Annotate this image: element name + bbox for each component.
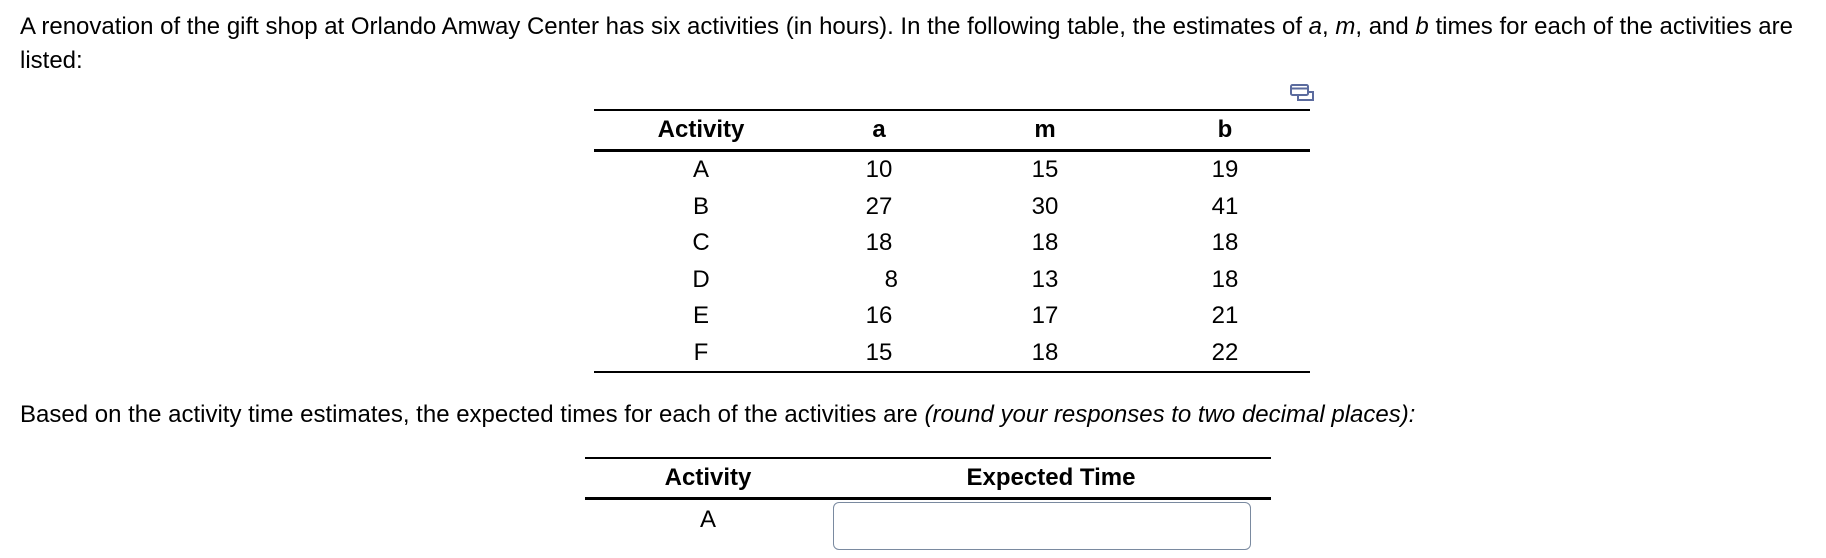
- a-cell: 27: [808, 189, 950, 226]
- m-cell: 30: [950, 189, 1140, 226]
- header-m: m: [950, 110, 1140, 151]
- a-cell: 18: [808, 225, 950, 262]
- copy-table-icon[interactable]: [1289, 82, 1315, 106]
- table-row: [594, 225, 1310, 262]
- var-a: a: [1309, 13, 1322, 40]
- activity-cell: F: [594, 335, 808, 373]
- a-cell: 15: [808, 335, 950, 373]
- m-cell: 13: [950, 262, 1140, 299]
- a-cell: 16: [808, 298, 950, 335]
- estimates-header-row: [594, 110, 1310, 151]
- rounding-instruction: (round your responses to two decimal places):: [924, 401, 1415, 428]
- header-a: a: [808, 110, 950, 151]
- sep-2: , and: [1355, 13, 1415, 40]
- b-cell: 18: [1140, 225, 1310, 262]
- m-cell: 17: [950, 298, 1140, 335]
- activity-label: A: [585, 500, 831, 534]
- table-row: [594, 335, 1310, 373]
- activity-cell: D: [594, 262, 808, 299]
- b-cell: 41: [1140, 189, 1310, 226]
- a-cell: 10: [808, 151, 950, 189]
- b-cell: 21: [1140, 298, 1310, 335]
- b-cell: 18: [1140, 262, 1310, 299]
- problem-text-2: times for each of the activities are listed:: [20, 13, 1793, 74]
- question-text: Based on the activity time estimates, the expected times for each of the activities are: [20, 401, 924, 428]
- var-b: b: [1415, 13, 1428, 40]
- problem-statement: [20, 10, 1810, 78]
- sep-1: ,: [1322, 13, 1335, 40]
- var-m: m: [1335, 13, 1355, 40]
- activity-cell: C: [594, 225, 808, 262]
- activity-cell: A: [594, 151, 808, 189]
- activity-cell: [585, 499, 831, 558]
- question-statement: [20, 398, 1415, 432]
- b-cell: 22: [1140, 335, 1310, 373]
- header-activity: Activity: [594, 110, 808, 151]
- activity-cell: B: [594, 189, 808, 226]
- problem-text-1: A renovation of the gift shop at Orlando Amway Center has six activities (in hours). In the following table, the estimates of: [20, 13, 1309, 40]
- expected-time-input-a[interactable]: [833, 502, 1251, 550]
- activity-cell: E: [594, 298, 808, 335]
- m-cell: 18: [950, 335, 1140, 373]
- answer-cell: [831, 499, 1271, 558]
- a-cell: 8: [808, 262, 950, 299]
- b-cell: 19: [1140, 151, 1310, 189]
- m-cell: 15: [950, 151, 1140, 189]
- table-row: [585, 499, 1271, 558]
- table-row: [594, 189, 1310, 226]
- table-row: [594, 262, 1310, 299]
- header-b: b: [1140, 110, 1310, 151]
- table-row: [594, 298, 1310, 335]
- header-activity: Activity: [585, 458, 831, 499]
- expected-header-row: [585, 458, 1271, 499]
- header-expected-time: Expected Time: [831, 458, 1271, 499]
- estimates-table: [594, 109, 1310, 373]
- m-cell: 18: [950, 225, 1140, 262]
- table-row: [594, 151, 1310, 189]
- expected-times-table: [585, 457, 1271, 558]
